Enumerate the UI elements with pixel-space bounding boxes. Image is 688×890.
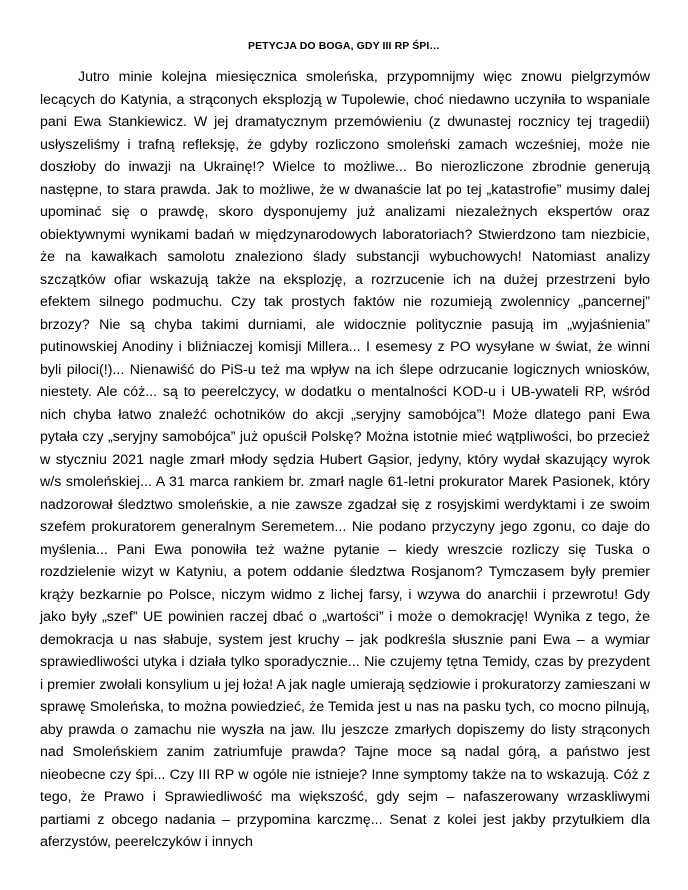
document-title: PETYCJA DO BOGA, GDY III RP ŚPI… [247,40,441,52]
document-body-paragraph: Jutro minie kolejna miesięcznica smoleńska, przypomnijmy więc znowu pielgrzymów lecących do Katynia, a strąconych eksplozją w Tupolewie, choć niedawno uczyniła to wspaniale pani Ewa Stankiewicz. W jej dramatycznym przemówieniu (z dwunastej rocznicy tej tragedii) usłyszeliśmy i trafną refleksję, że gdyby rozliczono smoleński zamach wcześniej, może nie doszłoby do inwazji na Ukrainę!? Wielce to możliwe... Bo nierozliczone zbrodnie generują następne, to stara prawda. Jak to możliwe, że w dwanaście lat po tej „katastrofie” musimy dalej upominać się o prawdę, skoro dysponujemy już analizami niezależnych ekspertów oraz obiektywnymi wynikami badań w międzynarodowych laboratoriach? Stwierdzono tam niezbicie, że na kawałkach samolotu znaleziono ślady substancji wybuchowych! Natomiast analizy szczątków ofiar wskazują także na eksplozję, a rozrzucenie ich na dużej przestrzeni było efektem silnego podmuchu. Czy tak prostych faktów nie rozumieją zwolennicy „pancernej” brzozy? Nie są chyba takimi durniami, ale widocznie politycznie pasują im „wyjaśnienia” putinowskiej Anodiny i bliźniaczej komisji Millera... I esemesy z PO wysyłane w świat, że winni byli piloci(!)... Nienawiść do PiS-u też ma wpływ na ich ślepe odrzucanie logicznych wniosków, niestety. Ale cóż... są to peerelczycy, w dodatku o mentalności KOD-u i UB-ywateli RP, wśród nich chyba łatwo znaleźć ochotników do akcji „seryjny samobójca”! Może dlatego pani Ewa pytała czy „seryjny samobójca” już opuścił Polskę? Można istotnie mieć wątpliwości, bo przecież w styczniu 2021 nagle zmarł młody sędzia Hubert Gąsior, jedyny, który wydał skazujący wyrok w/s smoleńskiej... A 31 marca rankiem br. zmarł nagle 61-letni prokurator Marek Pasionek, który nadzorował śledztwo smoleńskie, a nie zawsze zgadzał się z rosyjskimi werdyktami i ze swoim szefem prokuratorem generalnym Seremetem... Nie podano przyczyny jego zgonu, co daje do myślenia... Pani Ewa ponowiła też ważne pytanie – kiedy wreszcie rozliczy się Tuska o rozdzielenie wizyt w Katyniu, a potem oddanie śledztwa Rosjanom? Tymczasem były premier krąży bezkarnie po Polsce, niczym widmo z lichej farsy, i wzywa do anarchii i przewrotu! Gdy jako były „szef” UE powinien raczej dbać o „wartości” i może o demokrację! Wynika z tego, że demokracja u nas słabuje, system jest kruchy – jak podkreśla słusznie pani Ewa – a wymiar sprawiedliwości utyka i działa tylko sporadycznie... Nie czujemy tętna Temidy, czas by prezydent i premier zwołali konsylium u jej łoża! A jak nagle umierają sędziowie i prokuratorzy zamieszani w sprawę Smoleńska, to można powiedzieć, że Temida jest u nas na pasku tych, co mocno pilnują, aby prawda o zamachu nie wyszła na jaw. Ilu jeszcze zmarłych dopiszemy do listy strąconych nad Smoleńskiem zanim zatriumfuje prawda? Tajne moce są nadal górą, a państwo jest nieobecne czy śpi... Czy III RP w ogóle nie istnieje? Inne symptomy także na to wskazują. Cóż z tego, że Prawo i Sprawiedliwość ma większość, gdy sejm – nafaszerowany wrzaskliwymi partiami z obcego nadania – przypomina karczmę... Senat z kolei jest jakby przytułkiem dla aferzystów, peerelczyków i innych [40,69,650,850]
